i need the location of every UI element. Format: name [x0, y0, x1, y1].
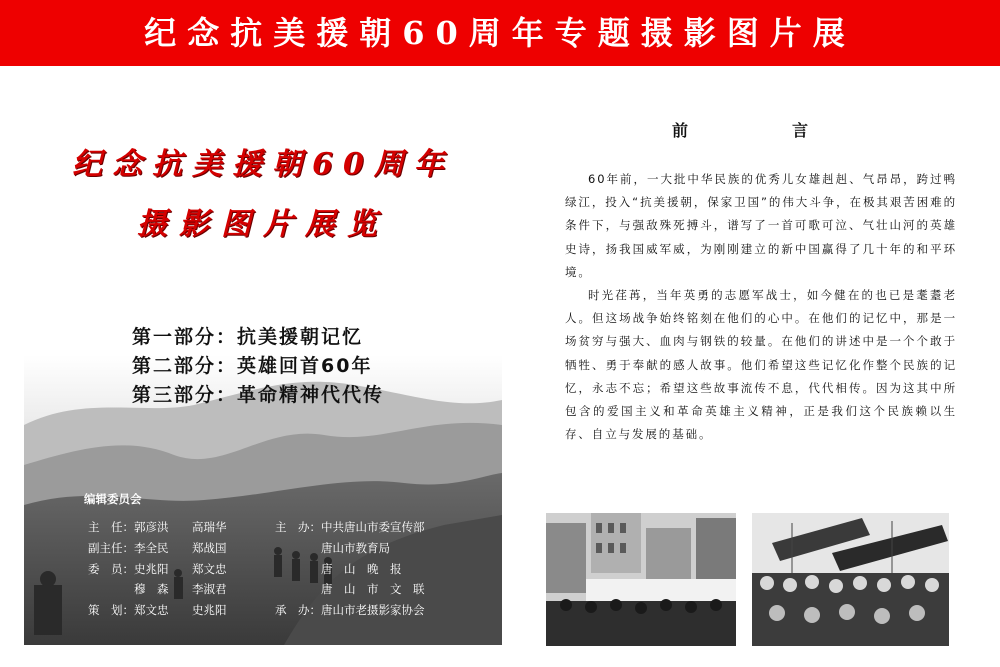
- preface-body: [565, 168, 957, 446]
- part-1: 第一部分：抗美援朝记忆: [132, 326, 364, 348]
- preface-title-char-1: 前: [672, 121, 689, 140]
- editor-row: 穆 森 李淑君: [134, 582, 227, 596]
- poster-title-line-1: 纪念抗美援朝60周年: [72, 147, 454, 182]
- organizer-row: 唐 山 晚 报: [321, 562, 402, 576]
- preface-paragraph-1: 60年前，一大批中华民族的优秀儿女雄赳赳、气昂昂，跨过鸭绿江，投入“抗美援朝，保家卫国”的伟大斗争，在极其艰苦困难的条件下，与强敌殊死搏斗，谱写了一首可歌可泣、气壮山河的英雄史诗，扬我国威军威，为刚刚建立的新中国赢得了几十年的和平环境。: [565, 172, 957, 279]
- editor-row: 委 员：史兆阳 郑文忠: [88, 562, 227, 576]
- editor-row: 主 任：郭彦洪 高瑞华: [88, 520, 227, 534]
- organizer-row: 唐山市教育局: [321, 541, 390, 555]
- preface-title-char-2: 言: [792, 121, 809, 140]
- part-3: 第三部分：革命精神代代传: [132, 384, 385, 406]
- editorial-title: 编辑委员会: [84, 492, 142, 506]
- exhibition-poster: [24, 105, 502, 645]
- editor-row: 策 划：郑文忠 史兆阳: [88, 603, 227, 617]
- part-2: 第二部分：英雄回首60年: [132, 355, 373, 377]
- organizer-row: 主 办：中共唐山市委宣传部: [275, 520, 425, 534]
- parade-photo: [546, 513, 736, 646]
- exhibition-parts: [132, 323, 384, 410]
- editor-row: 副主任：李全民 郑战国: [88, 541, 227, 555]
- top-banner: [0, 0, 1000, 66]
- preface-paragraph-2: 时光荏苒，当年英勇的志愿军战士，如今健在的也已是耄耋老人。但这场战争始终铭刻在他们的心中。在他们的记忆中，那是一场贫穷与强大、血肉与钢铁的较量。在他们的讲述中是一个个敢于牺牲、勇于奉献的感人故事。他们希望这些记忆化作整个民族的记忆，永志不忘；希望这些故事流传不息，代代相传。因为这其中所包含的爱国主义和革命英雄主义精神，正是我们这个民族赖以生存、自立与发展的基础。: [565, 288, 957, 442]
- banner-title: 纪念抗美援朝60周年专题摄影图片展: [144, 14, 856, 52]
- poster-title-line-2: 摄影图片展览: [137, 207, 389, 242]
- organizer-row: 唐 山 市 文 联: [321, 582, 425, 596]
- rally-photo: [752, 513, 949, 646]
- organizer-row: 承 办：唐山市老摄影家协会: [275, 603, 425, 617]
